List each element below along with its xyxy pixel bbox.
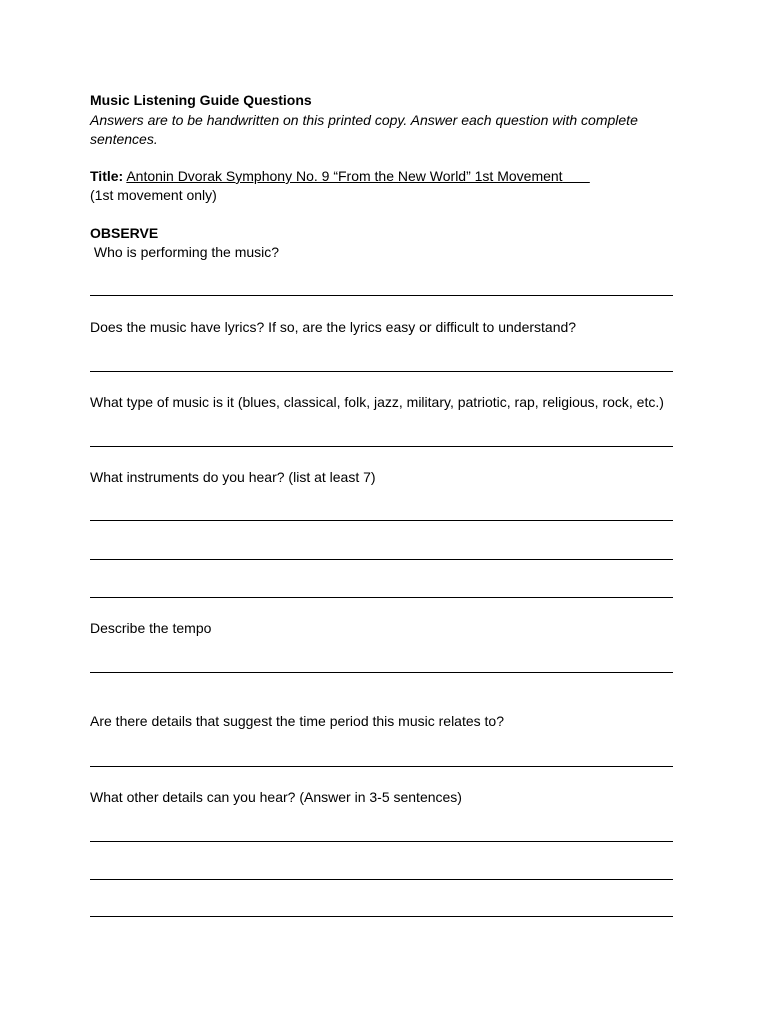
question-2: Does the music have lyrics? If so, are the lyrics easy or difficult to understand? xyxy=(90,319,577,335)
question-1: Who is performing the music? xyxy=(90,244,280,260)
title-blank xyxy=(563,168,590,184)
question-4: What instruments do you hear? (list at least 7) xyxy=(90,469,376,485)
answer-line[interactable] xyxy=(90,520,673,521)
title-row xyxy=(90,167,590,185)
answer-line[interactable] xyxy=(90,597,673,598)
movement-note: (1st movement only) xyxy=(90,187,217,203)
answer-line[interactable] xyxy=(90,916,673,917)
answer-line[interactable] xyxy=(90,766,673,767)
question-5: Describe the tempo xyxy=(90,620,212,636)
question-3: What type of music is it (blues, classical, folk, jazz, military, patriotic, rap, religious, rock, etc.) xyxy=(90,394,664,410)
question-6: Are there details that suggest the time period this music relates to? xyxy=(90,713,504,729)
answer-line[interactable] xyxy=(90,371,673,372)
answer-line[interactable] xyxy=(90,559,673,560)
answer-line[interactable] xyxy=(90,841,673,842)
title-label: Title: xyxy=(90,168,124,184)
instructions-line-2: sentences. xyxy=(90,131,158,147)
answer-line[interactable] xyxy=(90,446,673,447)
title-value xyxy=(126,168,589,184)
worksheet-heading: Music Listening Guide Questions xyxy=(90,92,312,108)
section-observe: OBSERVE xyxy=(90,225,159,241)
answer-line[interactable] xyxy=(90,672,673,673)
question-7: What other details can you hear? (Answer in 3-5 sentences) xyxy=(90,789,462,805)
answer-line[interactable] xyxy=(90,879,673,880)
instructions-line-1: Answers are to be handwritten on this printed copy. Answer each question with complete xyxy=(90,112,638,128)
title-text: Antonin Dvorak Symphony No. 9 “From the New World” 1st Movement xyxy=(126,168,563,184)
answer-line[interactable] xyxy=(90,295,673,296)
